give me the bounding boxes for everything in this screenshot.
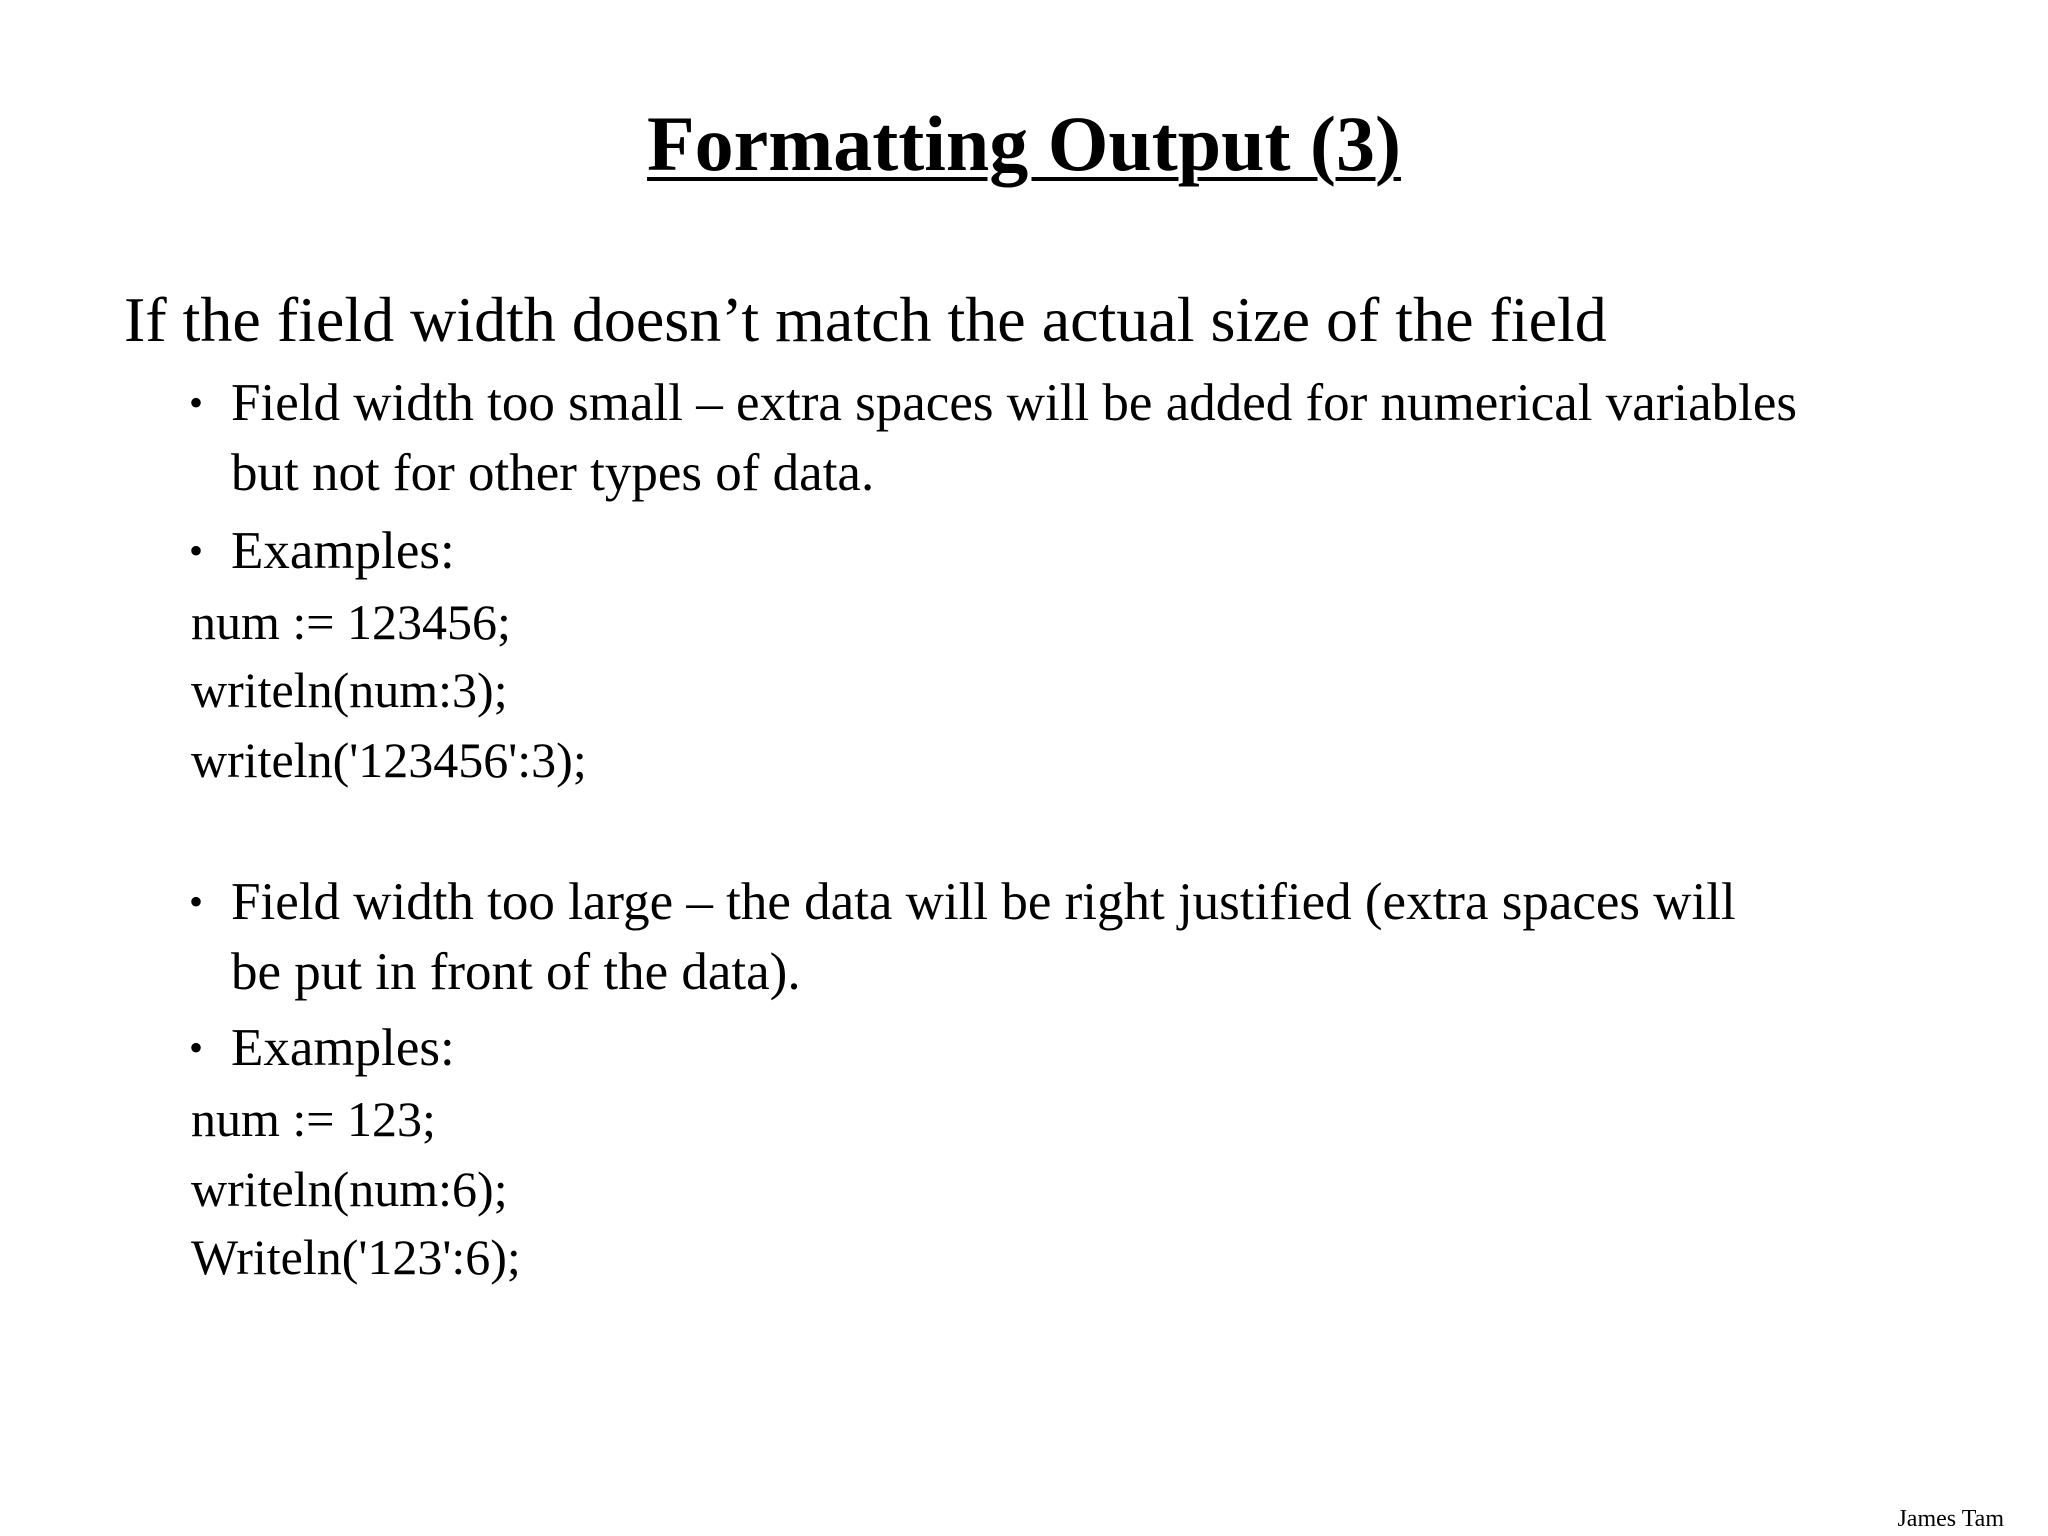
bullet-text: Field width too small – extra spaces will be added for numerical variables but not for other types of data. — [231, 374, 1797, 502]
bullet-dot: • — [189, 528, 204, 573]
bullet-dot: • — [189, 380, 204, 425]
bullet-text: Examples: — [231, 522, 455, 580]
bullet-dot: • — [189, 1025, 204, 1070]
bullet-field-width-too-large — [189, 867, 1969, 1007]
code-line: writeln('123456':3); — [191, 732, 587, 788]
bullet-examples-2 — [189, 1013, 1969, 1083]
code-line: num := 123; — [191, 1091, 436, 1147]
bullet-field-width-too-small — [189, 368, 1969, 508]
main-point: If the field width doesn’t match the actual size of the field — [124, 284, 1607, 355]
bullet-examples-1 — [189, 516, 1969, 586]
bullet-dot: • — [189, 879, 204, 924]
bullet-text: Examples: — [231, 1019, 455, 1077]
code-line: num := 123456; — [191, 594, 511, 650]
author-footer: James Tam — [1897, 1506, 2004, 1532]
code-line: writeln(num:6); — [191, 1161, 508, 1217]
bullet-text: Field width too large – the data will be right justified (extra spaces will be put in front of the data). — [231, 873, 1736, 1001]
code-line: Writeln('123':6); — [191, 1229, 521, 1285]
code-line: writeln(num:3); — [191, 662, 508, 718]
slide-title: Formatting Output (3) — [647, 100, 1401, 187]
